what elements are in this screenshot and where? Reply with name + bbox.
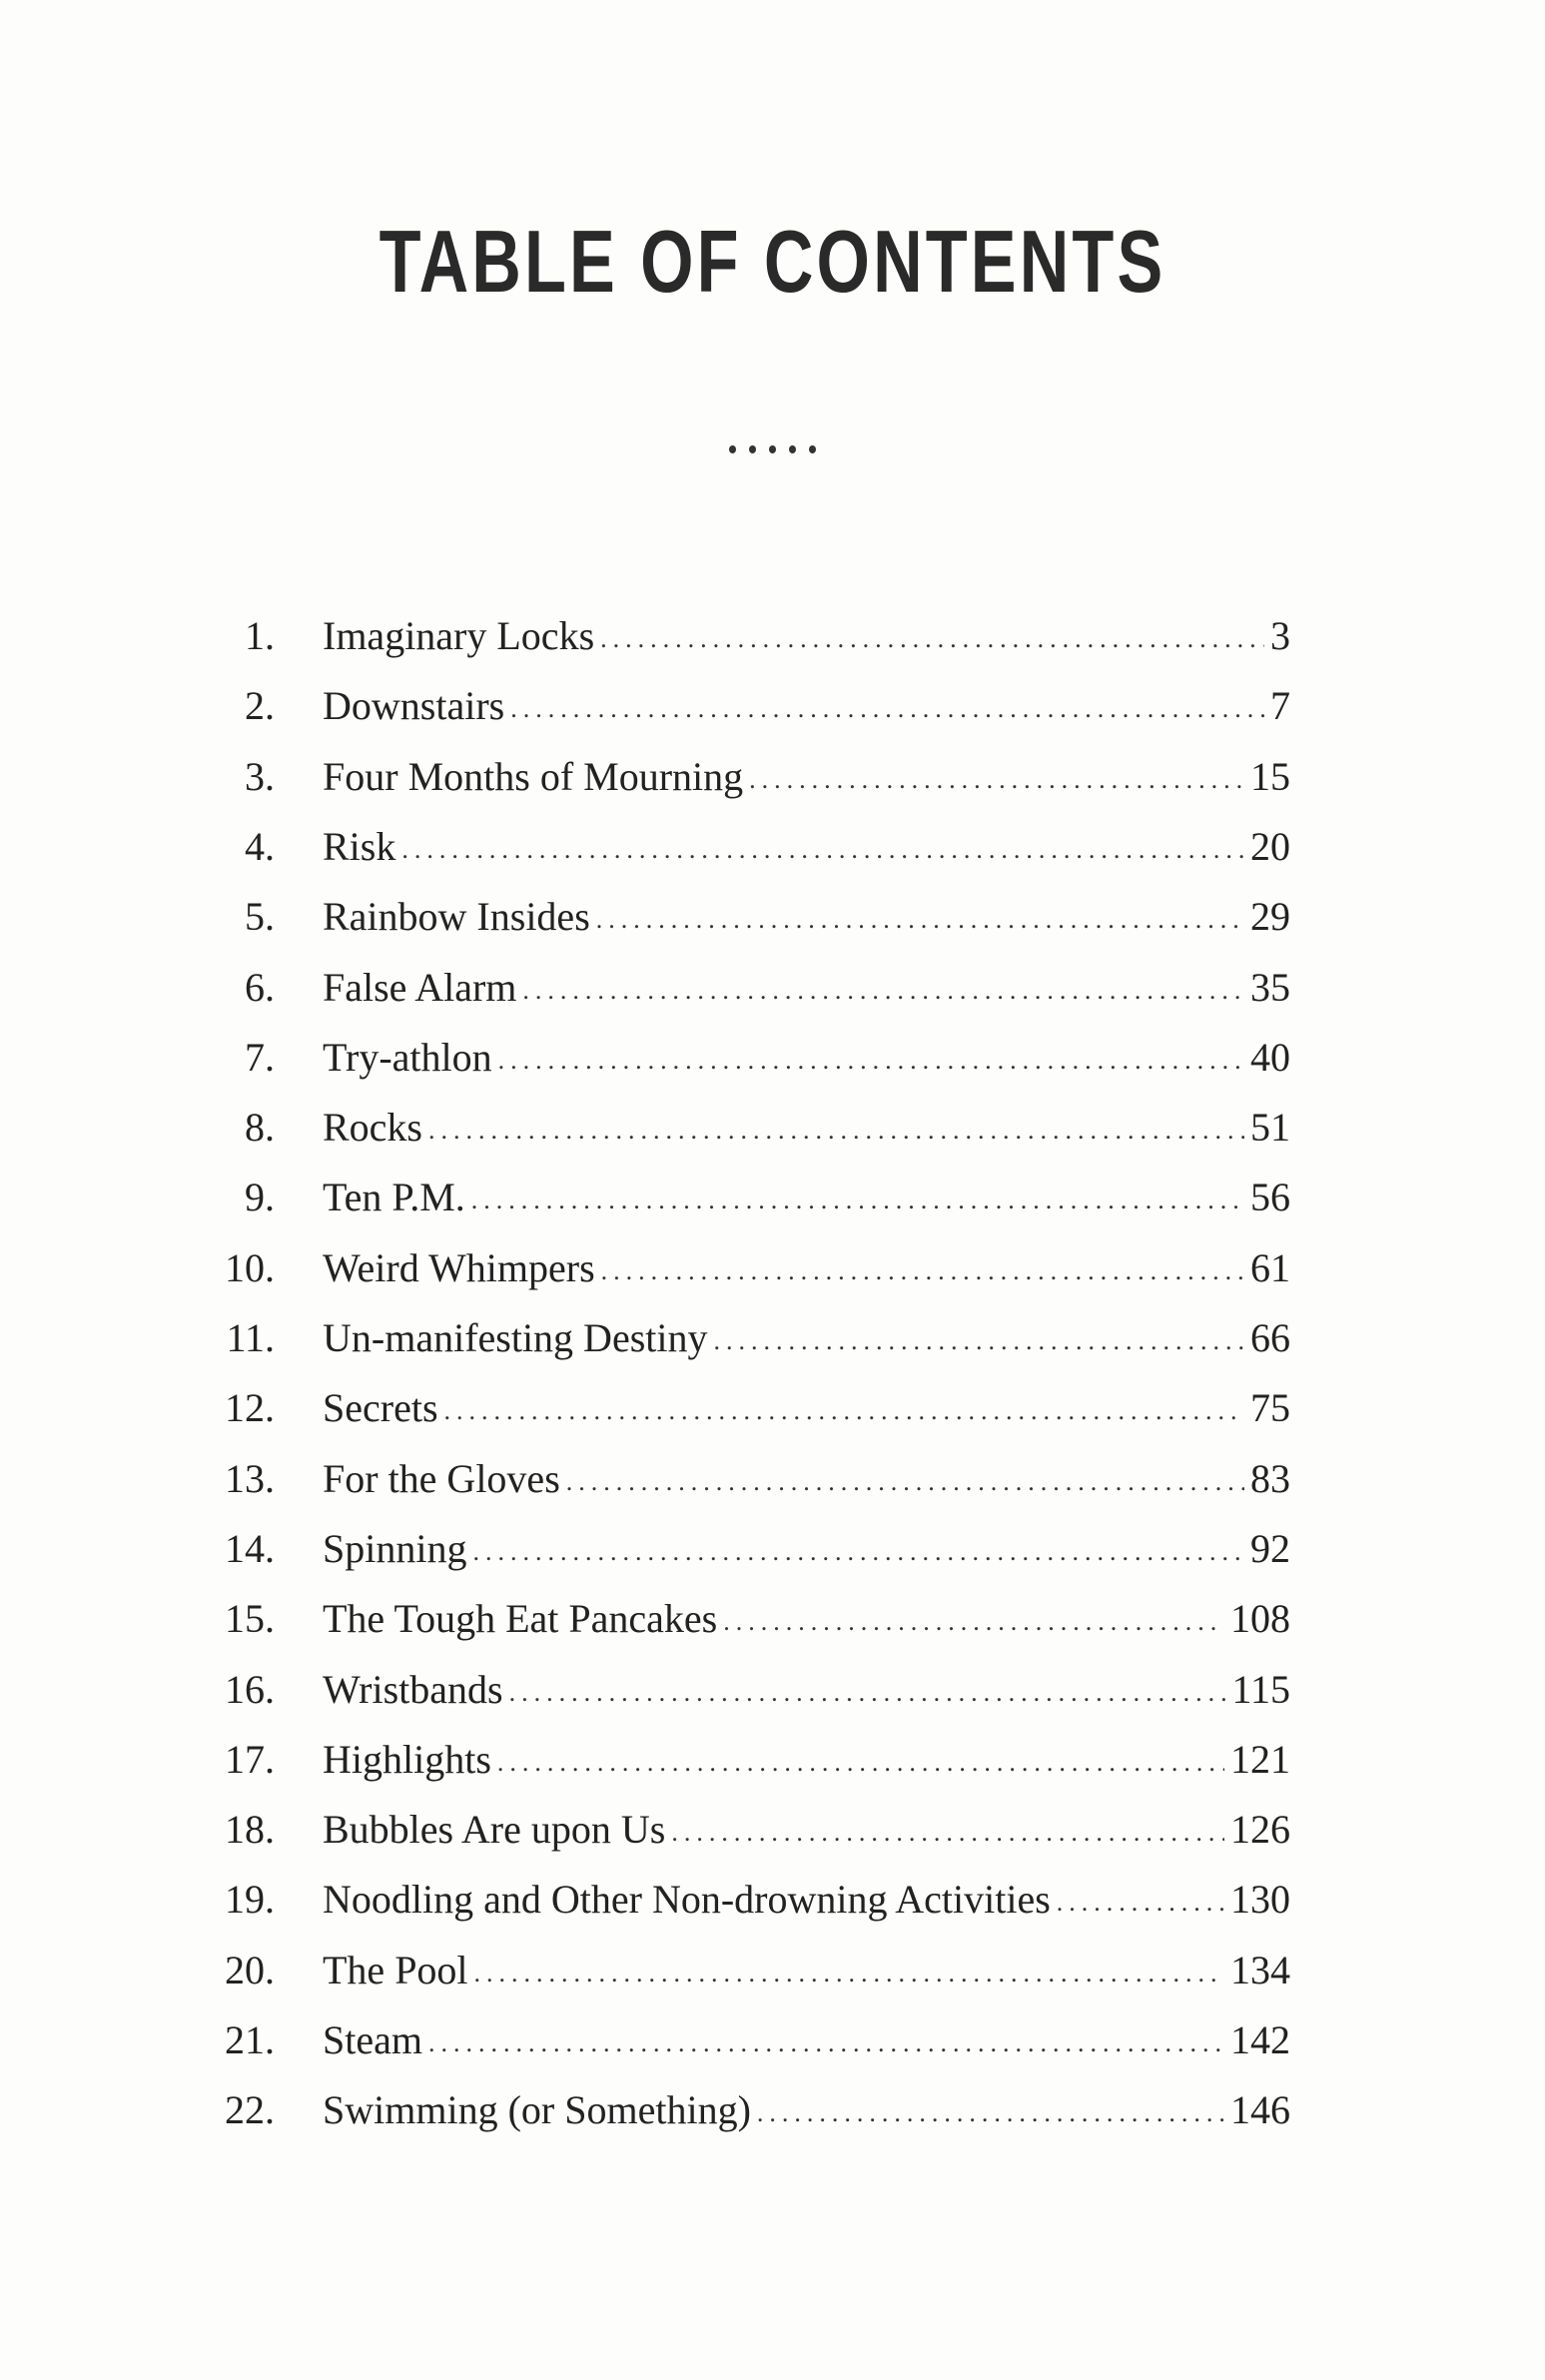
- chapter-title: Secrets: [323, 1385, 438, 1431]
- page-number: 29: [1250, 894, 1290, 940]
- toc-entry: [0, 963, 1545, 1033]
- toc-entry: [0, 1383, 1545, 1453]
- bullet-dot-icon: [729, 445, 736, 453]
- chapter-title: Wristbands: [323, 1666, 503, 1712]
- dot-leader: [522, 966, 1244, 1016]
- toc-entry: [0, 1594, 1545, 1664]
- chapter-number: 16.: [225, 1666, 275, 1712]
- toc-entry-line: [323, 1383, 1290, 1438]
- chapter-number: 22.: [225, 2087, 275, 2133]
- dot-leader: [498, 1036, 1244, 1086]
- chapter-number: 1.: [245, 613, 275, 658]
- chapter-number: 15.: [225, 1596, 275, 1642]
- toc-entry-line: [323, 1875, 1290, 1930]
- page-number: 126: [1230, 1807, 1290, 1853]
- chapter-title: Noodling and Other Non-drowning Activities: [323, 1877, 1051, 1923]
- chapter-title: False Alarm: [323, 964, 517, 1010]
- chapter-number: 8.: [245, 1105, 275, 1151]
- dot-leader: [471, 1176, 1244, 1225]
- page-number: 56: [1250, 1175, 1290, 1220]
- bullet-dot-icon: [789, 445, 796, 453]
- toc-entry: [0, 681, 1545, 751]
- chapter-number: 9.: [245, 1175, 275, 1220]
- dot-leader: [671, 1808, 1224, 1858]
- page-title: TABLE OF CONTENTS: [379, 212, 1166, 311]
- chapter-number: 4.: [245, 823, 275, 869]
- chapter-number: 7.: [245, 1034, 275, 1080]
- dot-leader: [428, 1106, 1244, 1156]
- toc-entry-line: [323, 1594, 1290, 1649]
- chapter-title: Imaginary Locks: [323, 613, 595, 658]
- dot-leader: [472, 1527, 1244, 1577]
- dot-leader: [596, 895, 1244, 945]
- toc-entry: [0, 1173, 1545, 1242]
- toc-entry: [0, 752, 1545, 822]
- chapter-number: 6.: [245, 964, 275, 1010]
- toc-entry: [0, 2015, 1545, 2085]
- page-number: 75: [1250, 1385, 1290, 1431]
- toc-entry-line: [323, 1524, 1290, 1579]
- dot-leader: [600, 614, 1264, 664]
- dot-leader: [444, 1386, 1244, 1436]
- page-number: 40: [1250, 1034, 1290, 1080]
- chapter-title: Spinning: [323, 1525, 467, 1571]
- toc-entry-line: [323, 1454, 1290, 1509]
- toc-entry: [0, 1524, 1545, 1594]
- dot-leader: [757, 2088, 1224, 2138]
- page-number: 92: [1250, 1525, 1290, 1571]
- chapter-number: 5.: [245, 894, 275, 940]
- ornament-divider: [0, 445, 1545, 453]
- chapter-number: 14.: [225, 1525, 275, 1571]
- toc-entry: [0, 1033, 1545, 1103]
- dot-leader: [401, 825, 1244, 875]
- toc-entry-line: [323, 681, 1290, 736]
- chapter-title: Weird Whimpers: [323, 1244, 595, 1290]
- chapter-number: 17.: [225, 1736, 275, 1782]
- toc-entry: [0, 1665, 1545, 1735]
- chapter-number: 10.: [225, 1244, 275, 1290]
- toc-entry: [0, 1946, 1545, 2015]
- page-number: 51: [1250, 1105, 1290, 1151]
- chapter-number: 11.: [226, 1315, 275, 1360]
- dot-leader: [474, 1949, 1224, 1998]
- chapter-title: Risk: [323, 823, 396, 869]
- dot-leader: [509, 1668, 1226, 1718]
- page-number: 146: [1230, 2087, 1290, 2133]
- bullet-dot-icon: [769, 445, 776, 453]
- page-number: 15: [1250, 753, 1290, 799]
- dot-leader: [510, 684, 1264, 734]
- toc-entry: [0, 1243, 1545, 1313]
- bullet-dot-icon: [809, 445, 816, 453]
- toc-entry: [0, 611, 1545, 681]
- page-number: 130: [1230, 1877, 1290, 1923]
- toc-entry: [0, 892, 1545, 962]
- page-number: 20: [1250, 823, 1290, 869]
- chapter-title: Rocks: [323, 1105, 422, 1151]
- page-number: 83: [1250, 1455, 1290, 1501]
- toc-entry-line: [323, 2015, 1290, 2070]
- dot-leader: [1057, 1878, 1224, 1928]
- toc-entry: [0, 1735, 1545, 1805]
- toc-entry: [0, 1313, 1545, 1383]
- bullet-dot-icon: [749, 445, 756, 453]
- toc-entry: [0, 822, 1545, 892]
- toc-entry-line: [323, 752, 1290, 807]
- chapter-title: Swimming (or Something): [323, 2087, 751, 2133]
- toc-entry-line: [323, 1243, 1290, 1298]
- toc-entry-line: [323, 822, 1290, 877]
- toc-entry-line: [323, 1173, 1290, 1227]
- toc-entry-line: [323, 1735, 1290, 1790]
- chapter-title: Un-manifesting Destiny: [323, 1315, 708, 1360]
- chapter-title: The Tough Eat Pancakes: [323, 1596, 718, 1642]
- toc-entry-line: [323, 1946, 1290, 2000]
- chapter-title: Steam: [323, 2017, 422, 2062]
- chapter-number: 19.: [225, 1877, 275, 1923]
- page-number: 61: [1250, 1244, 1290, 1290]
- dot-leader: [497, 1738, 1224, 1788]
- toc-entry: [0, 1875, 1545, 1945]
- chapter-number: 21.: [225, 2017, 275, 2062]
- toc-entry-line: [323, 892, 1290, 947]
- toc-entry-line: [323, 2085, 1290, 2140]
- chapter-title: Ten P.M.: [323, 1175, 465, 1220]
- chapter-title: Highlights: [323, 1736, 491, 1782]
- toc-entry: [0, 1454, 1545, 1524]
- page-number: 7: [1270, 683, 1290, 729]
- chapter-title: The Pool: [323, 1947, 468, 1992]
- chapter-title: Downstairs: [323, 683, 505, 729]
- chapter-number: 12.: [225, 1385, 275, 1431]
- chapter-title: Bubbles Are upon Us: [323, 1807, 666, 1853]
- chapter-number: 3.: [245, 753, 275, 799]
- chapter-title: Rainbow Insides: [323, 894, 590, 940]
- toc-entry-line: [323, 1103, 1290, 1158]
- toc-entry: [0, 1103, 1545, 1173]
- dot-leader: [428, 2018, 1224, 2068]
- page-number: 134: [1230, 1947, 1290, 1992]
- chapter-number: 13.: [225, 1455, 275, 1501]
- page-number: 115: [1231, 1666, 1290, 1712]
- chapter-title: Try-athlon: [323, 1034, 492, 1080]
- toc-entry: [0, 1805, 1545, 1875]
- toc-entry: [0, 2085, 1545, 2155]
- chapter-title: Four Months of Mourning: [323, 753, 744, 799]
- page-number: 121: [1230, 1736, 1290, 1782]
- page-number: 142: [1230, 2017, 1290, 2062]
- toc-entry-line: [323, 1665, 1290, 1720]
- chapter-number: 20.: [225, 1947, 275, 1992]
- page-number: 35: [1250, 964, 1290, 1010]
- page-number: 108: [1230, 1596, 1290, 1642]
- toc-entry-line: [323, 963, 1290, 1018]
- toc-entry-line: [323, 1033, 1290, 1088]
- dot-leader: [566, 1457, 1244, 1507]
- chapter-title: For the Gloves: [323, 1455, 560, 1501]
- toc-entry-line: [323, 1805, 1290, 1860]
- toc-entry-line: [323, 611, 1290, 666]
- chapter-number: 2.: [245, 683, 275, 729]
- page-number: 66: [1250, 1315, 1290, 1360]
- dot-leader: [749, 755, 1244, 805]
- dot-leader: [723, 1597, 1224, 1647]
- chapter-number: 18.: [225, 1807, 275, 1853]
- page-number: 3: [1270, 613, 1290, 658]
- dot-leader: [714, 1316, 1245, 1366]
- toc-entry-line: [323, 1313, 1290, 1368]
- dot-leader: [601, 1246, 1244, 1296]
